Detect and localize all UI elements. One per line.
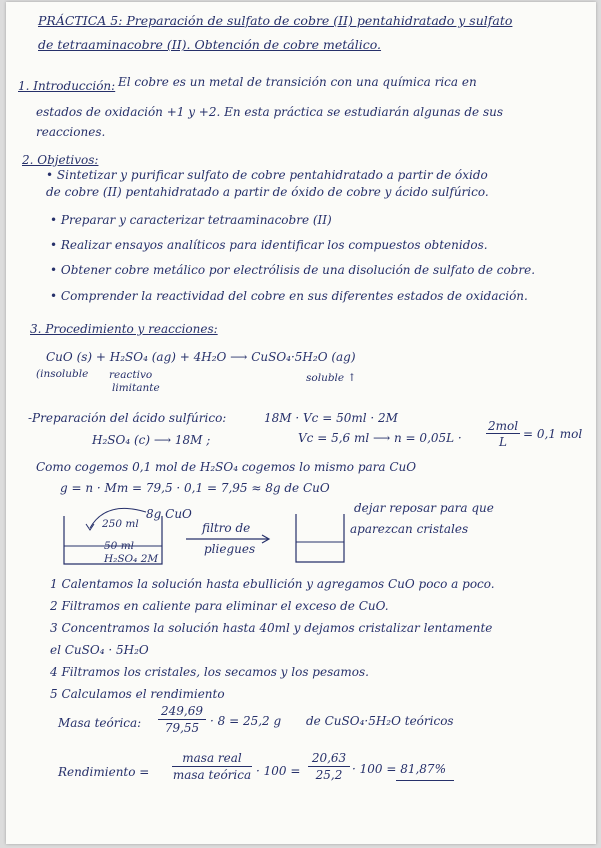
- step-item: 4 Filtramos los cristales, los secamos y los pesamos.: [50, 665, 369, 679]
- step-item: 5 Calculamos el rendimiento: [50, 687, 225, 701]
- page-title-continued: de tetraaminacobre (II). Obtención de cobre metálico.: [38, 37, 382, 52]
- fraction-bar: [172, 766, 252, 767]
- yield-multiplier: · 100 =: [256, 764, 301, 778]
- objective-item: • Sintetizar y purificar sulfato de cobre pentahidratado a partir de óxido: [46, 168, 488, 182]
- procedure-heading: 3. Procedimiento y reacciones:: [30, 322, 218, 336]
- acid-prep-heading: -Preparación del ácido sulfúrico:: [28, 411, 227, 425]
- objective-item: • Obtener cobre metálico por electrólisis de una disolución de sulfato de cobre.: [50, 263, 536, 277]
- fraction-bar: [308, 766, 350, 767]
- filter-label: pliegues: [204, 542, 256, 556]
- beaker-label-acid: H₂SO₄ 2M: [104, 553, 159, 565]
- step-item: el CuSO₄ · 5H₂O: [50, 643, 149, 657]
- mass-calculation: g = n · Mm = 79,5 · 0,1 = 7,95 ≈ 8g de CuO: [60, 481, 330, 495]
- objective-item: de cobre (II) pentahidratado a partir de óxido de cobre y ácido sulfúrico.: [46, 185, 489, 199]
- moles-result: = 0,1 mol: [523, 427, 583, 441]
- fraction-denominator: L: [499, 435, 507, 449]
- result-underline: [396, 780, 454, 781]
- objective-item: • Comprender la reactividad del cobre en sus diferentes estados de oxidación.: [50, 289, 528, 303]
- theoretical-mass-suffix: de CuSO₄·5H₂O teóricos: [306, 714, 454, 728]
- rest-label: aparezcan cristales: [350, 522, 469, 536]
- filter-label: filtro de: [202, 521, 251, 535]
- beaker-label-acid-volume: 50 ml: [104, 540, 135, 552]
- notebook-page: [6, 2, 596, 844]
- page-title: PRÁCTICA 5: Preparación de sulfato de cobre (II) pentahidratado y sulfato: [38, 13, 513, 28]
- fraction-numerator: 20,63: [311, 751, 347, 765]
- rest-label: dejar reposar para que: [354, 501, 494, 515]
- fraction-numerator: 2mol: [487, 419, 519, 433]
- fraction-denominator: 25,2: [315, 768, 343, 782]
- step-item: 3 Concentramos la solución hasta 40ml y dejamos cristalizar lentamente: [50, 621, 493, 635]
- arrowhead-icon: [86, 524, 94, 530]
- mass-text: Como cogemos 0,1 mol de H₂SO₄ cogemos lo mismo para CuO: [36, 460, 417, 474]
- step-item: 2 Filtramos en caliente para eliminar el exceso de CuO.: [50, 599, 389, 613]
- note-reactivo: reactivo: [109, 369, 153, 381]
- fraction-numerator: 249,69: [161, 704, 203, 718]
- intro-text-line: estados de oxidación +1 y +2. En esta práctica se estudiarán algunas de sus: [36, 105, 504, 119]
- fraction-denominator: masa teórica: [172, 768, 252, 782]
- yield-label: Rendimiento =: [58, 765, 150, 779]
- beaker-label-volume: 250 ml: [102, 518, 139, 530]
- yield-result: · 100 = 81,87%: [352, 762, 446, 776]
- acid-prep-equation: 18M · Vc = 50ml · 2M: [264, 411, 398, 425]
- intro-heading: 1. Introducción:: [18, 79, 116, 93]
- note-soluble: soluble ↑: [306, 372, 357, 384]
- theoretical-mass-label: Masa teórica:: [58, 716, 142, 730]
- acid-concentration: H₂SO₄ (c) ⟶ 18M ;: [92, 433, 211, 447]
- note-insoluble: (insoluble: [36, 368, 89, 380]
- objectives-heading: 2. Objetivos:: [22, 153, 99, 167]
- objective-item: • Realizar ensayos analíticos para identificar los compuestos obtenidos.: [50, 238, 488, 252]
- acid-volume-equation: Vc = 5,6 ml ⟶ n = 0,05L ·: [298, 431, 462, 445]
- theoretical-mass-result: · 8 = 25,2 g: [210, 714, 282, 728]
- objective-item: • Preparar y caracterizar tetraaminacobre (II): [50, 213, 332, 227]
- fraction-numerator: masa real: [182, 751, 242, 765]
- crystallizing-beaker-icon: [296, 514, 344, 562]
- intro-text-line: El cobre es un metal de transición con una química rica en: [118, 75, 477, 89]
- fraction-denominator: 79,55: [164, 721, 200, 735]
- reaction-equation: CuO (s) + H₂SO₄ (ag) + 4H₂O ⟶ CuSO₄·5H₂O (ag): [46, 350, 356, 364]
- intro-text-line: reacciones.: [36, 125, 106, 139]
- fraction-bar: [158, 719, 206, 720]
- step-item: 1 Calentamos la solución hasta ebullición y agregamos CuO poco a poco.: [50, 577, 495, 591]
- note-limitante: limitante: [112, 382, 160, 394]
- beaker-label-mass: 8g CuO: [146, 507, 192, 521]
